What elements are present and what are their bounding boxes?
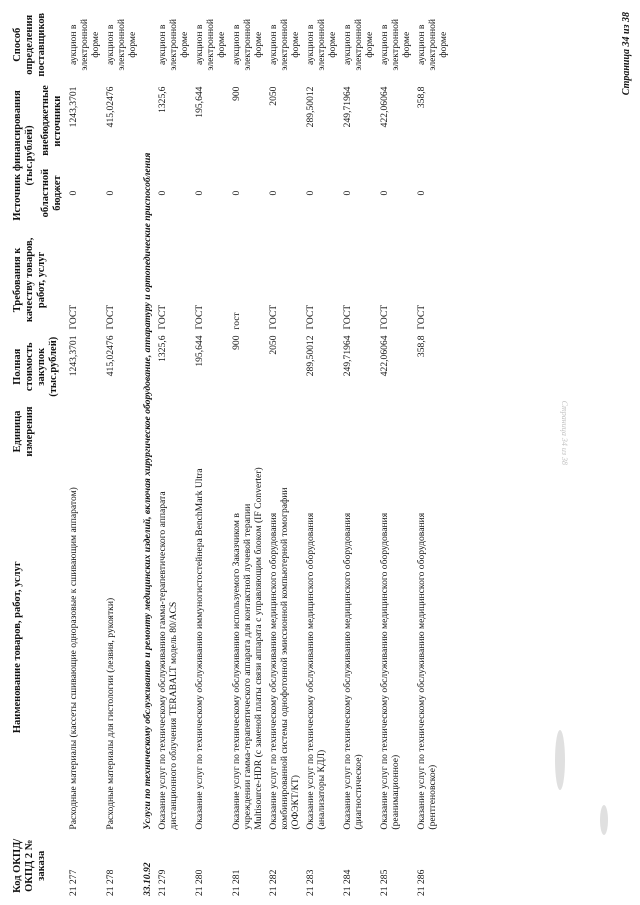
row-code: 21 286	[416, 869, 427, 896]
table-body-top	[66, 6, 140, 899]
row-method: аукцион в электронной форме	[105, 18, 138, 71]
row-name: Оказание услуг по техническому обслуживанию используемого Заказчиком в учреждении гамма-терапевтического аппарата для контактной лучевой терапии Multisource-HDR (с заменой платы связи аппарата с управляющим блоком (IF Converter)	[231, 467, 264, 830]
header-cost: Полная стоимость закупок (тыс.рублей)	[12, 336, 59, 397]
row-name: Оказание услуг по техническому обслуживанию иммуногистостейнера BenchMark Ultra	[194, 468, 205, 830]
table-row	[414, 6, 451, 899]
header-regional: областной бюджет	[40, 168, 63, 218]
row-unit	[229, 401, 266, 462]
row-method: аукцион в электронной форме	[379, 18, 412, 71]
table-header	[10, 6, 66, 899]
table-row	[155, 6, 192, 899]
row-code: 21 279	[157, 869, 168, 896]
row-code: 21 277	[68, 869, 79, 896]
row-unit	[303, 401, 340, 462]
row-name: Оказание услуг по техническому обслуживанию гамма-терапевтического аппарата дистанционного облучения TERABALT модель 80/ACS	[157, 491, 179, 830]
row-name: Оказание услуг по техническому обслуживанию медицинского оборудования (реанимационное)	[379, 512, 401, 830]
row-method: аукцион в электронной форме	[194, 18, 227, 71]
row-code: 21 285	[379, 869, 390, 896]
row-unit	[103, 401, 140, 462]
row-cost: 249,71964	[342, 335, 353, 377]
row-method: аукцион в электронной форме	[68, 18, 101, 71]
row-method: аукцион в электронной форме	[157, 18, 190, 71]
row-unit	[192, 401, 229, 462]
table-row	[266, 6, 303, 899]
row-requirements: ГОСТ	[342, 304, 353, 330]
section-code: 33.10.92	[142, 862, 153, 896]
row-method: аукцион в электронной форме	[268, 18, 301, 71]
page-number: Страница 34 из 38	[621, 12, 632, 96]
header-requirements: Требования к качеству товаров, работ, услуг	[12, 237, 47, 323]
row-unit	[266, 401, 303, 462]
table-row	[303, 6, 340, 899]
row-requirements: ГОСТ	[68, 304, 79, 330]
row-requirements: ГОСТ	[268, 304, 279, 330]
row-method: аукцион в электронной форме	[342, 18, 375, 71]
section-block	[140, 6, 155, 899]
row-code: 21 283	[305, 869, 316, 896]
row-unit	[377, 401, 414, 462]
row-requirements: ГОСТ	[194, 304, 205, 330]
row-cost: 195,644	[194, 335, 205, 367]
row-code: 21 284	[342, 869, 353, 896]
row-regional: 0	[231, 190, 242, 196]
row-method: аукцион в электронной форме	[305, 18, 338, 71]
row-requirements: гост	[231, 312, 242, 330]
table-body-bottom	[155, 6, 451, 899]
row-unit	[340, 401, 377, 462]
row-code: 21 281	[231, 869, 242, 896]
row-regional: 0	[342, 190, 353, 196]
row-regional: 0	[105, 190, 116, 196]
row-cost: 289,50012	[305, 335, 316, 377]
header-source: Источник финансирования (тыс.рублей)	[12, 90, 35, 221]
row-name: Оказание услуг по техническому обслуживанию медицинского оборудования (диагностическое)	[342, 512, 364, 830]
row-name: Оказание услуг по техническому обслуживанию медицинского оборудования (анализаторы КДЛ)	[305, 512, 327, 830]
section-title: Услуги по техническому обслуживанию и ремонту медицинских изделий, включая хирургическое оборудование, аппаратуру и ортопедические приспособления	[142, 152, 153, 830]
row-method: аукцион в электронной форме	[231, 18, 264, 71]
scan-smudge	[600, 805, 608, 835]
row-extra: 1325,6	[157, 86, 168, 113]
row-name: Расходные материалы (кассеты сшивающие одноразовые к сшивающим аппаратом)	[68, 487, 79, 830]
row-cost: 422,06064	[379, 335, 390, 377]
row-extra: 289,50012	[305, 86, 316, 128]
header-name: Наименование товаров, работ, услуг	[12, 561, 23, 734]
row-requirements: ГОСТ	[105, 304, 116, 330]
scan-smudge	[555, 730, 565, 790]
row-requirements: ГОСТ	[157, 304, 168, 330]
row-name: Оказание услуг по техническому обслуживанию медицинского оборудования комбинированной системы однофотонной эмиссионной компьютерной томографии (ОФЭКТ/КТ)	[268, 487, 301, 830]
row-regional: 0	[268, 190, 279, 196]
row-unit	[414, 401, 451, 462]
row-cost: 1243,3701	[68, 335, 79, 377]
row-requirements: ГОСТ	[379, 304, 390, 330]
row-code: 21 278	[105, 869, 116, 896]
table-row	[340, 6, 377, 899]
row-regional: 0	[157, 190, 168, 196]
row-cost: 900	[231, 335, 242, 350]
row-regional: 0	[416, 190, 427, 196]
row-cost: 415,02476	[105, 335, 116, 377]
row-unit	[155, 401, 192, 462]
row-extra: 2050	[268, 86, 279, 106]
section-row	[140, 6, 155, 899]
row-requirements: ГОСТ	[305, 304, 316, 330]
row-cost: 1325,6	[157, 335, 168, 362]
header-extra: внебюджетные источники	[40, 85, 63, 156]
row-name: Оказание услуг по техническому обслуживанию медицинского оборудования (рентгеновское)	[416, 512, 438, 830]
table-row	[229, 6, 266, 899]
row-extra: 195,644	[194, 86, 205, 118]
row-regional: 0	[68, 190, 79, 196]
row-regional: 0	[305, 190, 316, 196]
row-extra: 249,71964	[342, 86, 353, 128]
header-method: Способ определения поставщиков	[12, 12, 47, 77]
header-unit: Единица измерения	[12, 406, 35, 457]
row-regional: 0	[379, 190, 390, 196]
row-code: 21 280	[194, 869, 205, 896]
table-row	[192, 6, 229, 899]
row-extra: 1243,3701	[68, 86, 79, 128]
row-extra: 422,06064	[379, 86, 390, 128]
bleed-through-mark: Страница 34 из 38	[560, 400, 569, 465]
row-requirements: ГОСТ	[416, 304, 427, 330]
row-extra: 358,8	[416, 86, 427, 109]
row-regional: 0	[194, 190, 205, 196]
row-cost: 2050	[268, 335, 279, 355]
row-cost: 358,8	[416, 335, 427, 358]
row-name: Расходные материалы для гистологии (лезвия, рукоятки)	[105, 597, 116, 830]
row-unit	[66, 401, 103, 462]
row-extra: 415,02476	[105, 86, 116, 128]
table-row	[103, 6, 140, 899]
header-code: Код ОКПД/ ОКПД 2 № заказа	[12, 838, 47, 893]
table-row	[66, 6, 103, 899]
procurement-table	[10, 6, 451, 899]
row-extra: 900	[231, 86, 242, 101]
table-row	[377, 6, 414, 899]
row-code: 21 282	[268, 869, 279, 896]
row-method: аукцион в электронной форме	[416, 18, 449, 71]
